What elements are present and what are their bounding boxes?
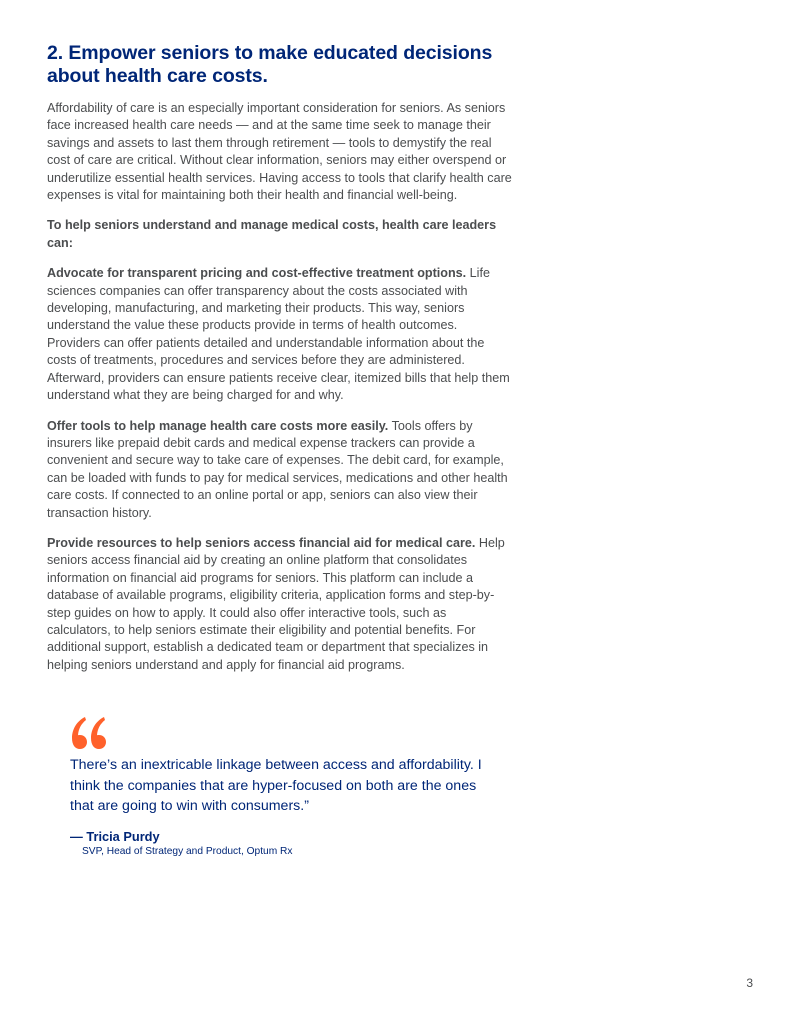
quote-author-title: SVP, Head of Strategy and Product, Optum Rx — [82, 845, 293, 857]
intro-paragraph: Affordability of care is an especially important consideration for seniors. As seniors face increased health care needs — and at the same time seek to manage their savings and assets to last them through retirement — tools to demystify the real cost of care are critical. Without clear information, seniors may either overspend or underutilize essential health services. Having access to tools that clarify health care expenses is vital for maintaining both their health and financial well-being. — [47, 101, 512, 203]
quote-text: There’s an inextricable linkage between access and affordability. I think the companies that are hyper-focused on both are the ones that are going to win with consumers.” — [70, 757, 482, 814]
recommendation-title: Offer tools to help manage health care costs more easily. — [47, 418, 389, 433]
recommendation-item — [47, 265, 513, 404]
section-heading: 2. Empower seniors to make educated decisions about health care costs. — [47, 42, 493, 87]
recommendation-item — [47, 418, 513, 522]
pull-quote — [70, 713, 490, 859]
quote-author: — Tricia Purdy — [70, 828, 160, 844]
recommendation-item — [47, 535, 513, 674]
lead-statement: To help seniors understand and manage medical costs, health care leaders can: — [47, 218, 497, 250]
page-number: 3 — [746, 976, 753, 990]
quote-mark-icon — [70, 713, 108, 753]
recommendation-body: Life sciences companies can offer transparency about the costs associated with developing, manufacturing, and marketing their products. This way, seniors understand the value these products provide in terms of health outcomes. Providers can offer patients detailed and understandable information about the costs of treatments, procedures and services before they are administered. Afterward, providers can ensure patients receive clear, itemized bills that help them understand what they are being charged for and why. — [47, 266, 510, 403]
recommendation-title: Advocate for transparent pricing and cost-effective treatment options. — [47, 266, 467, 281]
recommendation-title: Provide resources to help seniors access financial aid for medical care. — [47, 535, 476, 550]
recommendation-body: Help seniors access financial aid by creating an online platform that consolidates information on financial aid programs for seniors. This platform can include a database of available programs, eligibility criteria, application forms and step-by-step guides on how to apply. It could also offer interactive tools, such as calculators, to help seniors estimate their eligibility and potential benefits. For additional support, establish a dedicated team or department that specializes in helping seniors understand and apply for financial aid programs. — [47, 535, 505, 672]
main-content — [47, 42, 513, 687]
recommendation-body: Tools offers by insurers like prepaid debit cards and medical expense trackers can provide a convenient and secure way to take care of expenses. The debit card, for example, can be loaded with funds to pay for medical services, medications and other health care costs. If connected to an online portal or app, seniors can also view their transaction history. — [47, 418, 508, 520]
